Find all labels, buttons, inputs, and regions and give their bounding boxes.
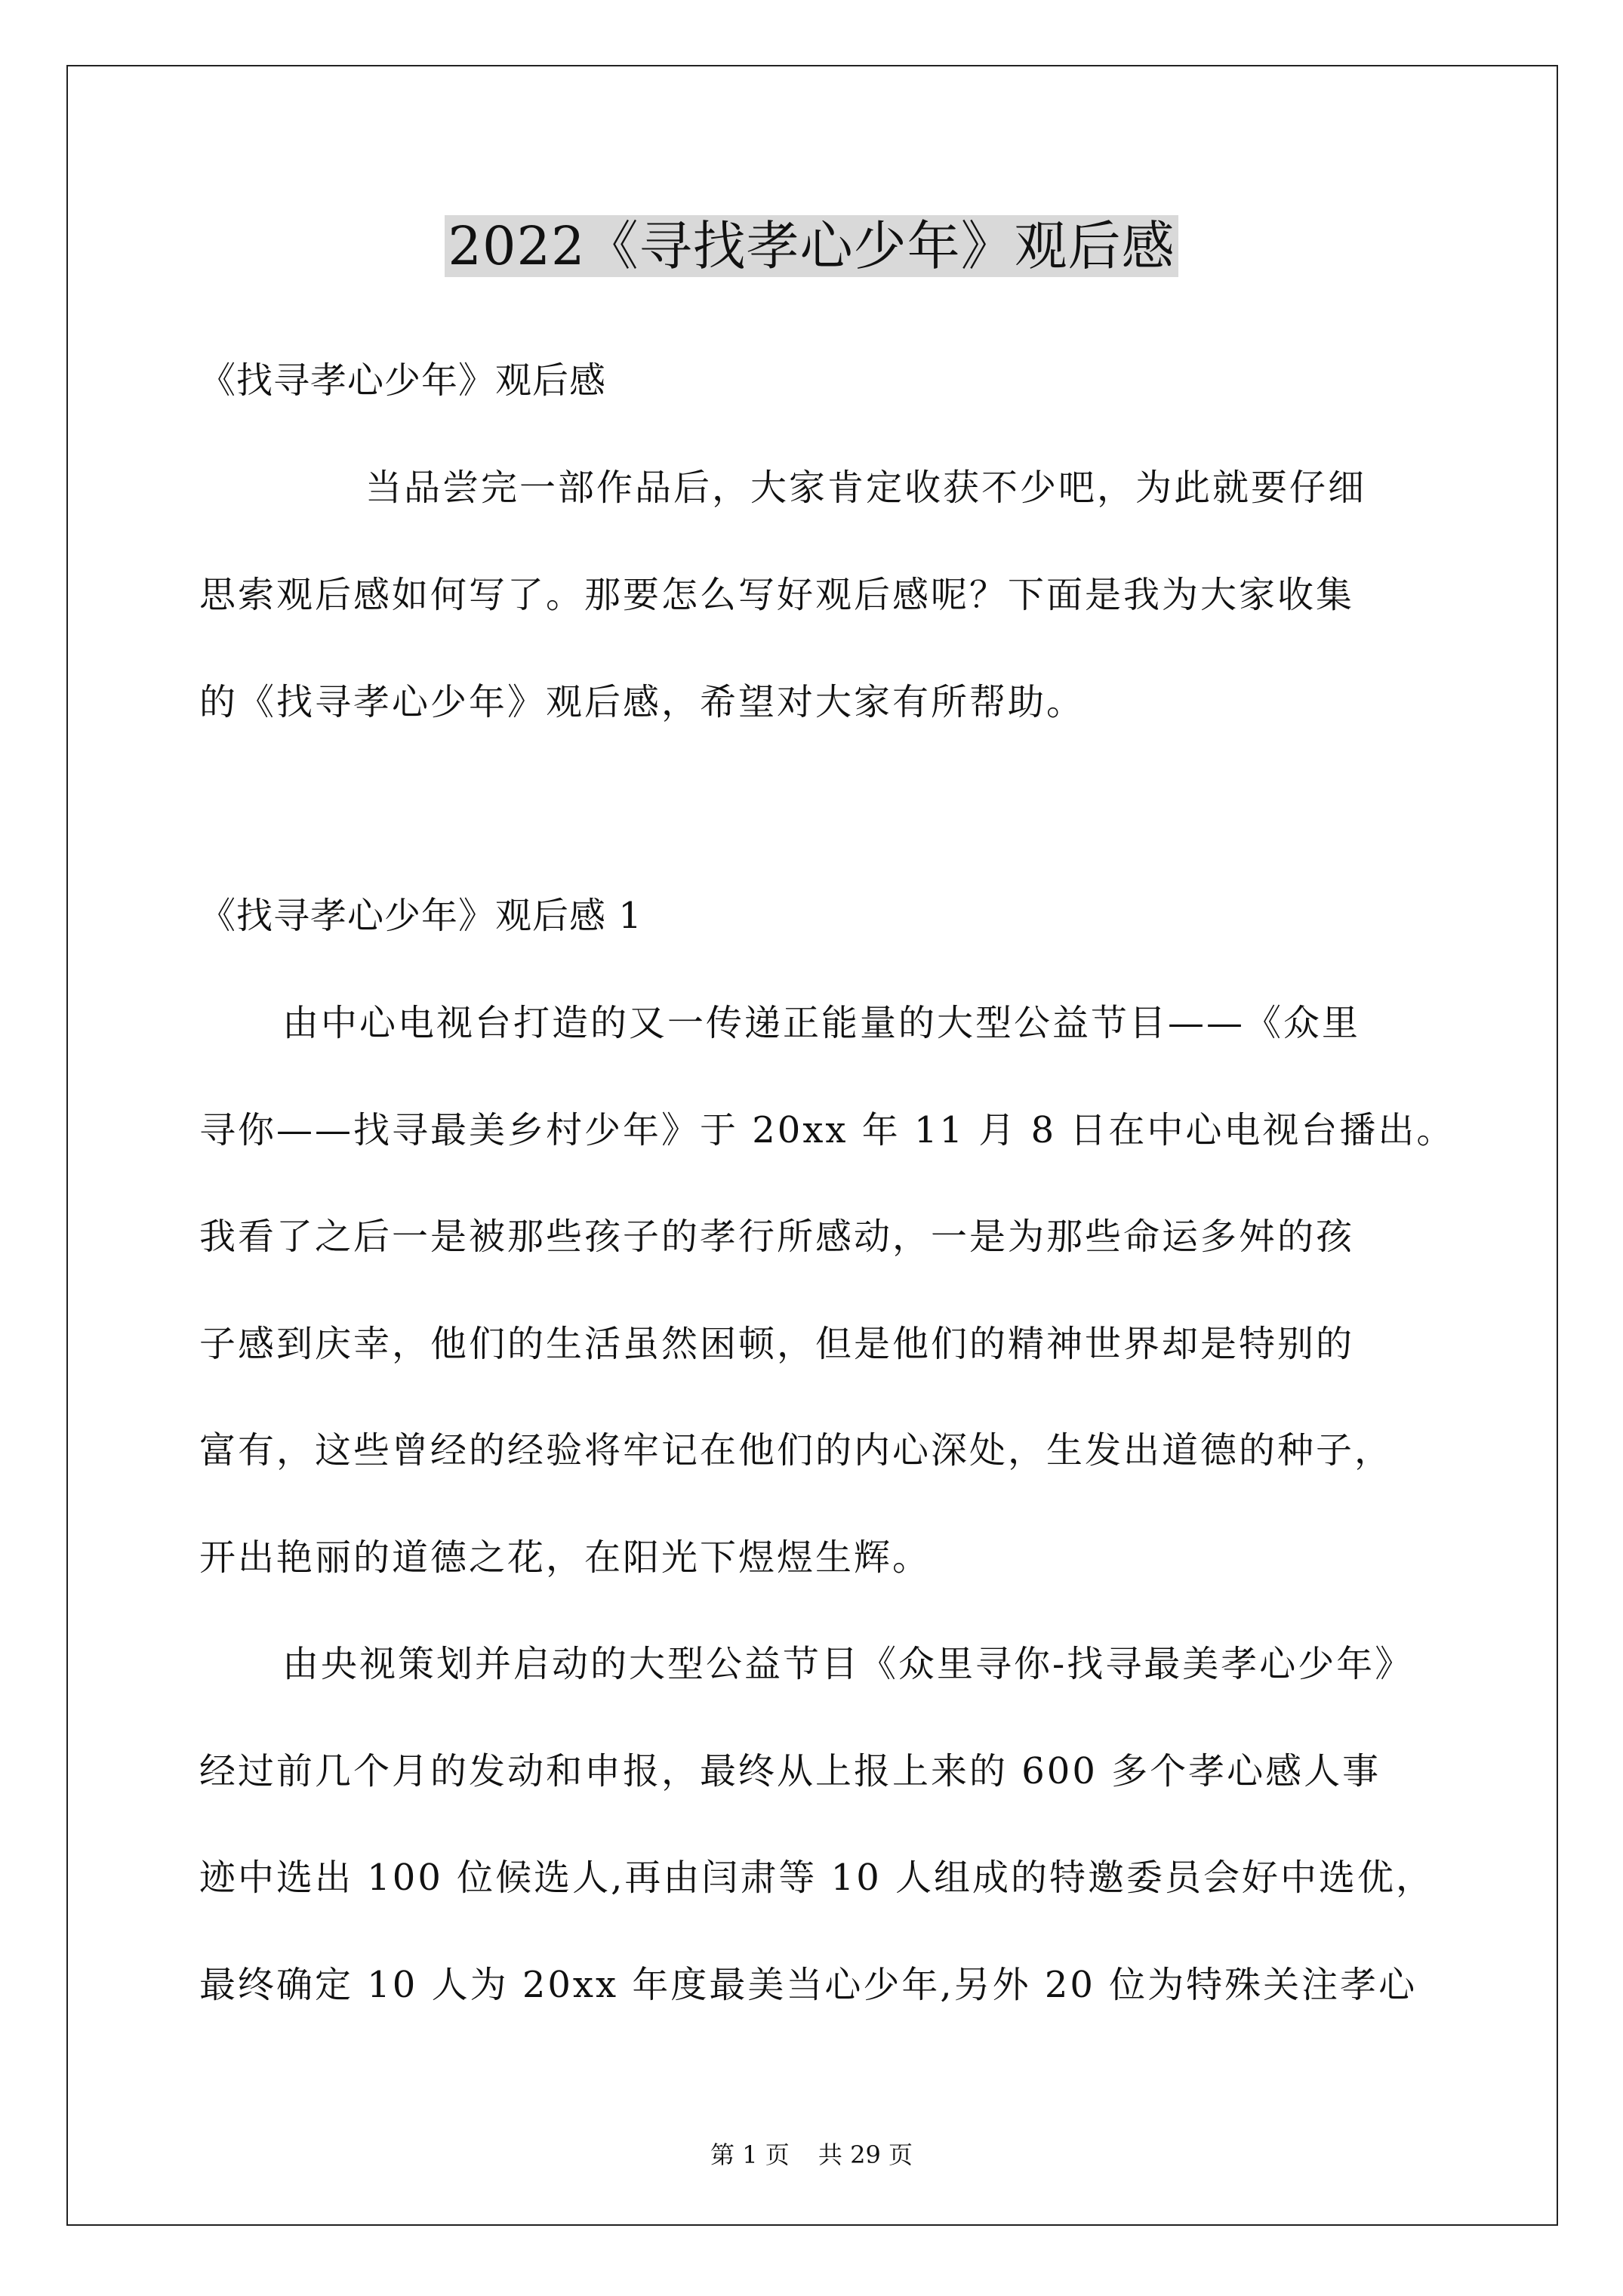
body-line-8: 经过前几个月的发动和申报，最终从上报上来的 600 多个孝心感人事 — [199, 1750, 1381, 1792]
body-line-3: 我看了之后一是被那些孩子的孝行所感动，一是为那些命运多舛的孩 — [199, 1216, 1355, 1258]
intro-line-1: 当品尝完一部作品后，大家肯定收获不少吧，为此就要仔细 — [365, 467, 1367, 509]
section-heading: 《找寻孝心少年》观后感 1 — [199, 895, 642, 937]
page-number-current: 第 1 页 — [710, 2140, 790, 2169]
intro-line-3: 的《找寻孝心少年》观后感，希望对大家有所帮助。 — [199, 681, 1086, 723]
body-line-7: 由央视策划并启动的大型公益节目《众里寻你-找寻最美孝心少年》 — [282, 1643, 1414, 1685]
body-line-2: 寻你——找寻最美乡村少年》于 20xx 年 11 月 8 日在中心电视台播出。 — [199, 1109, 1455, 1151]
subtitle: 《找寻孝心少年》观后感 — [199, 359, 607, 402]
page-number-total: 共 29 页 — [818, 2140, 913, 2169]
body-line-5: 富有，这些曾经的经验将牢记在他们的内心深处，生发出道德的种子， — [199, 1429, 1394, 1472]
body-line-10: 最终确定 10 人为 20xx 年度最美当心少年,另外 20 位为特殊关注孝心 — [199, 1964, 1418, 2006]
body-line-4: 子感到庆幸，他们的生活虽然困顿，但是他们的精神世界却是特别的 — [199, 1323, 1355, 1365]
body-line-1: 由中心电视台打造的又一传递正能量的大型公益节目——《众里 — [282, 1002, 1361, 1044]
document-title-text: 2022《寻找孝心少年》观后感 — [445, 215, 1178, 277]
body-line-6: 开出艳丽的道德之花，在阳光下煜煜生辉。 — [199, 1536, 932, 1579]
page-footer — [0, 2140, 1623, 2170]
body-line-9: 迹中选出 100 位候选人,再由闫肃等 10 人组成的特邀委员会好中选优， — [199, 1857, 1434, 1899]
intro-line-2: 思索观后感如何写了。那要怎么写好观后感呢？下面是我为大家收集 — [199, 574, 1355, 616]
document-title — [0, 208, 1623, 284]
